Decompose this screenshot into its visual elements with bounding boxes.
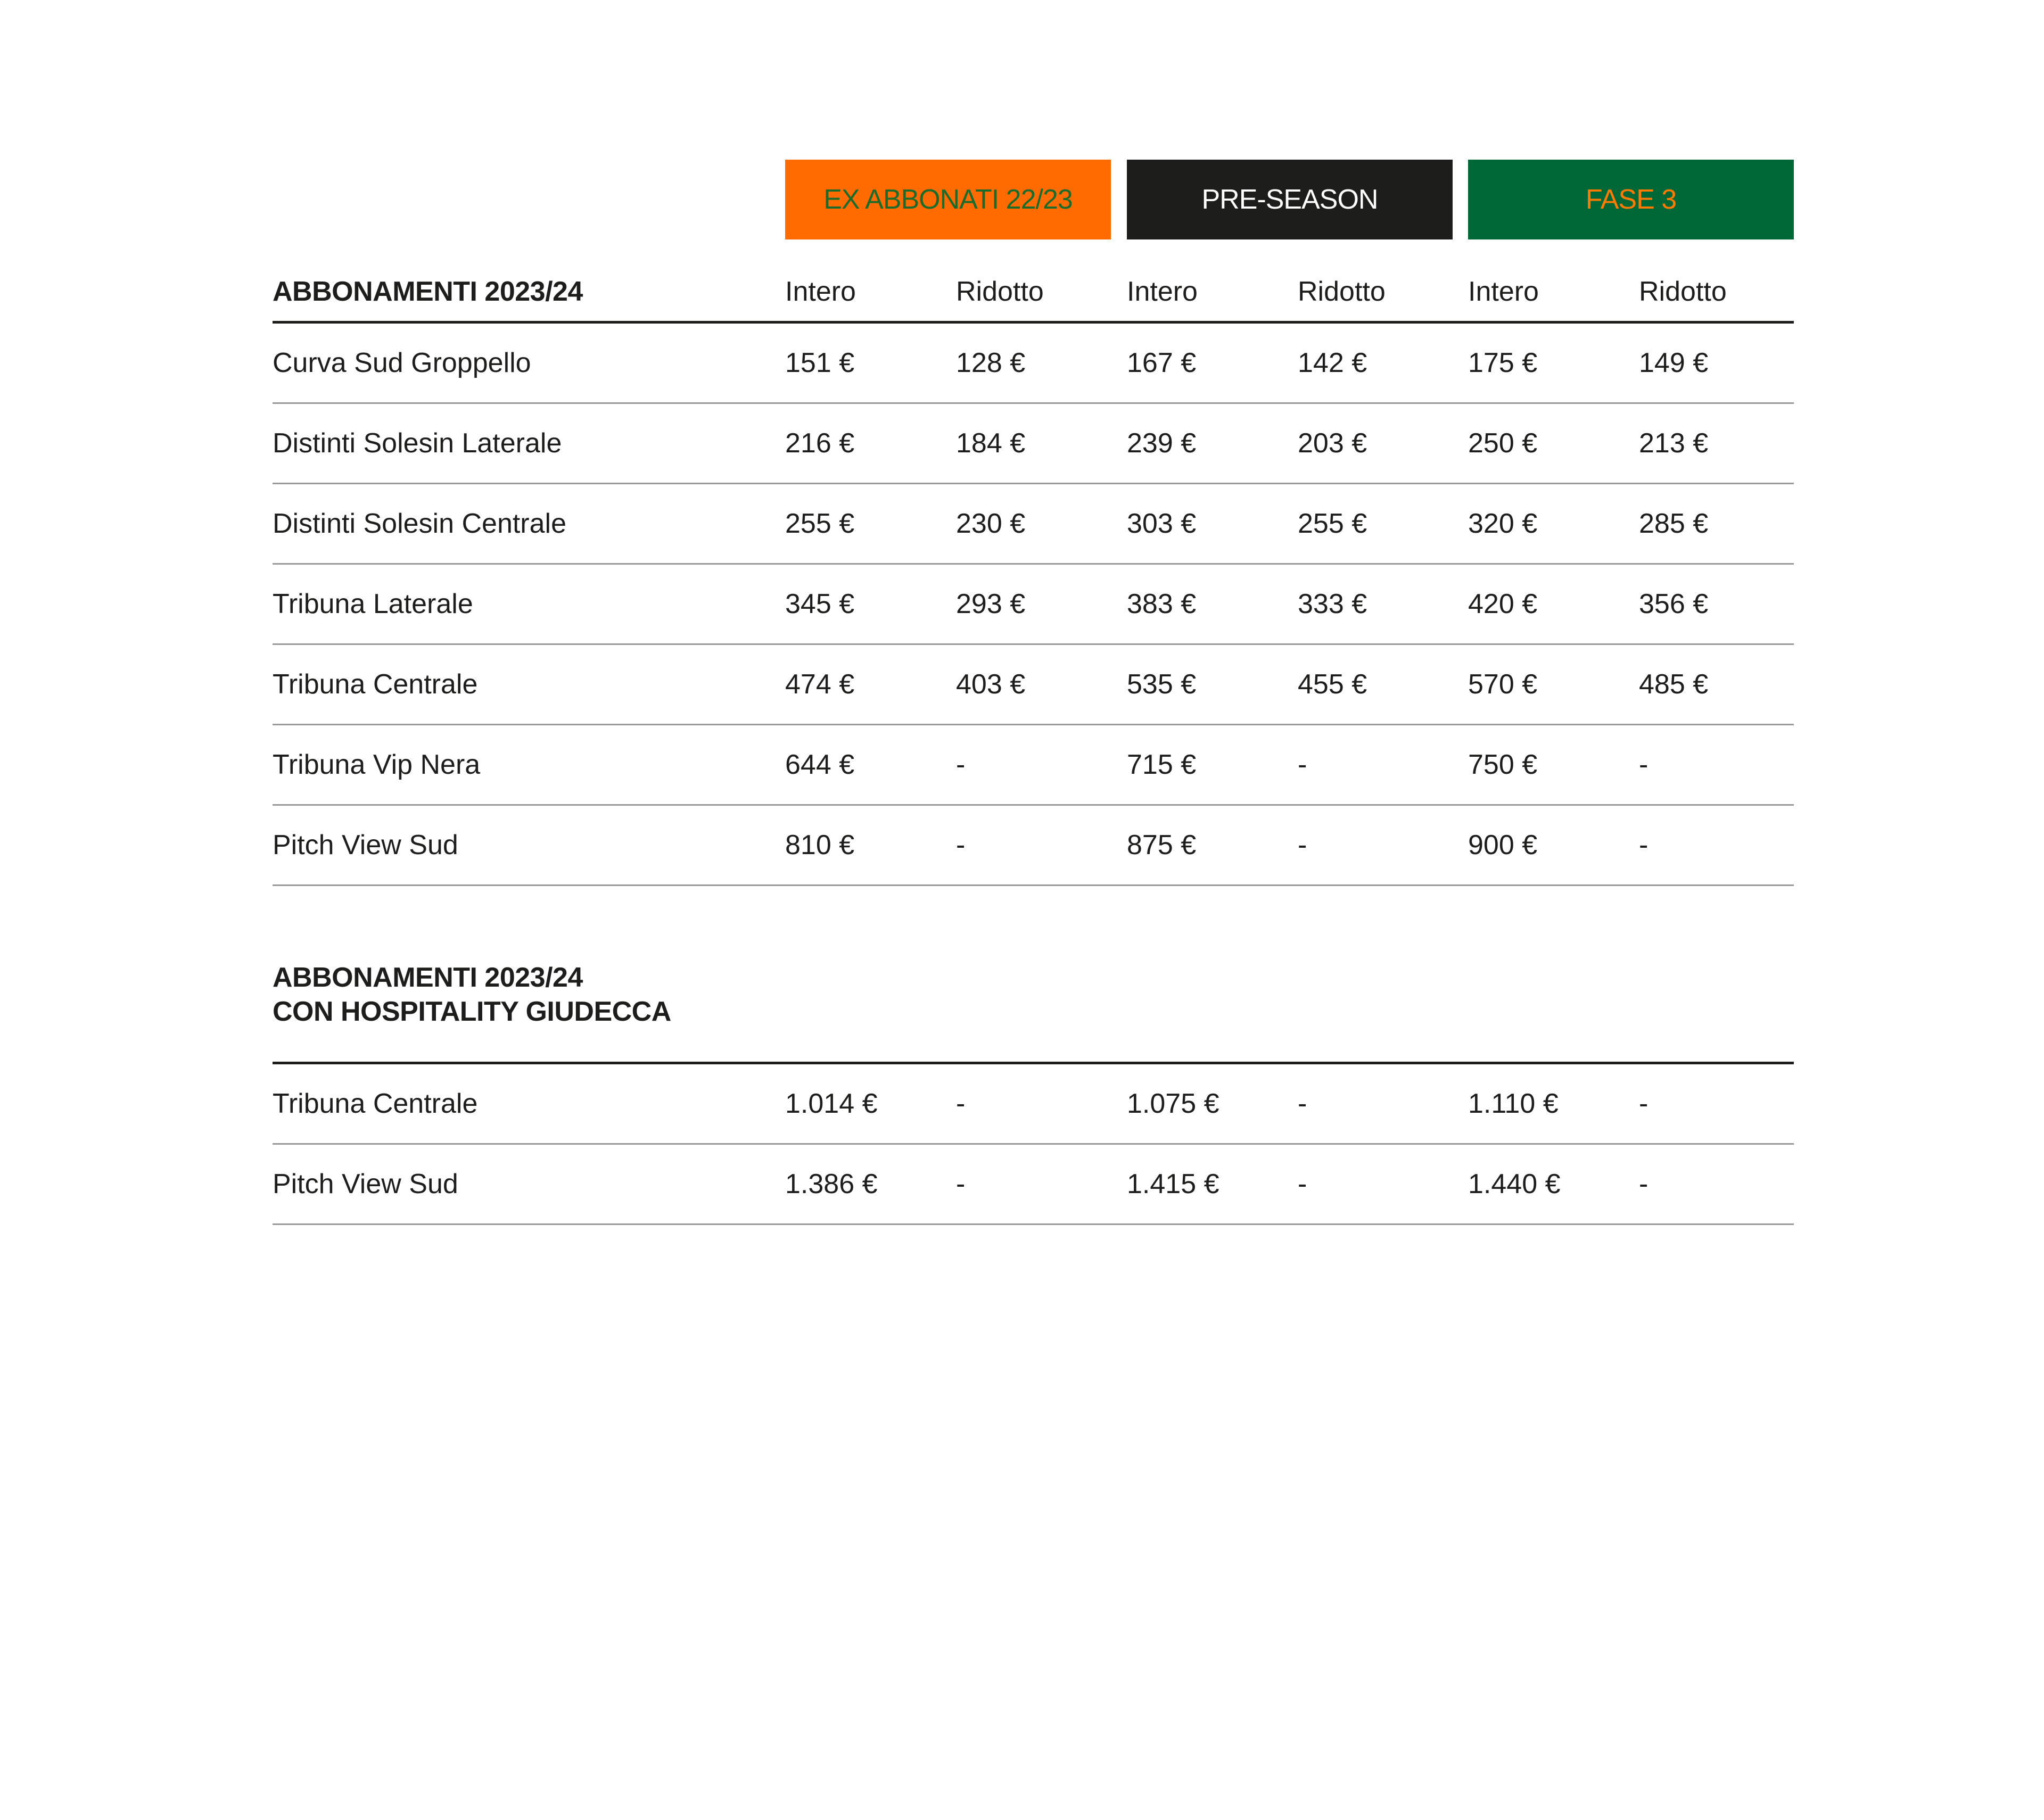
- price-cell: 285 €: [1639, 508, 1709, 539]
- price-cell: -: [956, 830, 966, 861]
- col-header-ridotto: Ridotto: [1639, 276, 1727, 307]
- table2-title-line1: ABBONAMENTI 2023/24: [273, 962, 583, 993]
- price-cell: 455 €: [1298, 669, 1367, 700]
- sector-name: Pitch View Sud: [273, 1169, 458, 1199]
- table-row: [273, 1064, 1794, 1145]
- price-cell: -: [1639, 1088, 1649, 1119]
- price-cell: 333 €: [1298, 589, 1367, 619]
- price-cell: 175 €: [1468, 348, 1538, 378]
- price-cell: 250 €: [1468, 428, 1538, 459]
- price-cell: 239 €: [1127, 428, 1197, 459]
- price-cell: 420 €: [1468, 589, 1538, 619]
- price-cell: -: [956, 1169, 966, 1199]
- sector-name: Tribuna Centrale: [273, 669, 478, 700]
- price-cell: -: [1298, 1088, 1307, 1119]
- price-cell: 345 €: [785, 589, 855, 619]
- price-cell: 149 €: [1639, 348, 1709, 378]
- price-cell: 1.075 €: [1127, 1088, 1219, 1119]
- phase-pre-season: [1127, 160, 1453, 239]
- sector-name: Tribuna Laterale: [273, 589, 473, 619]
- pricing-sheet: [273, 160, 1794, 1225]
- table-row: [273, 324, 1794, 404]
- price-cell: 474 €: [785, 669, 855, 700]
- sector-name: Tribuna Vip Nera: [273, 749, 481, 780]
- price-cell: 1.440 €: [1468, 1169, 1561, 1199]
- price-cell: 255 €: [1298, 508, 1367, 539]
- price-cell: 203 €: [1298, 428, 1367, 459]
- table-row: [273, 725, 1794, 806]
- phase-label: FASE 3: [1585, 184, 1677, 215]
- price-cell: 167 €: [1127, 348, 1197, 378]
- table-row: [273, 1145, 1794, 1225]
- table1-title: ABBONAMENTI 2023/24: [273, 276, 583, 307]
- table-row: [273, 565, 1794, 645]
- price-cell: 570 €: [1468, 669, 1538, 700]
- price-cell: 644 €: [785, 749, 855, 780]
- sector-name: Distinti Solesin Centrale: [273, 508, 567, 539]
- col-header-intero: Intero: [1127, 276, 1198, 307]
- price-cell: 356 €: [1639, 589, 1709, 619]
- phase-ex-abbonati: [785, 160, 1111, 239]
- price-cell: 403 €: [956, 669, 1026, 700]
- table2-title-line2: CON HOSPITALITY GIUDECCA: [273, 996, 671, 1027]
- price-cell: 1.014 €: [785, 1088, 878, 1119]
- table-row: [273, 484, 1794, 565]
- col-header-ridotto: Ridotto: [1298, 276, 1386, 307]
- price-cell: -: [956, 1088, 966, 1119]
- price-cell: 810 €: [785, 830, 855, 861]
- price-cell: -: [1298, 749, 1307, 780]
- price-cell: -: [956, 749, 966, 780]
- price-cell: 900 €: [1468, 830, 1538, 861]
- hospitality-section: [273, 961, 1794, 1225]
- price-cell: 1.386 €: [785, 1169, 878, 1199]
- sector-name: Pitch View Sud: [273, 830, 458, 861]
- table1-header: [273, 239, 1794, 324]
- price-cell: -: [1639, 749, 1649, 780]
- sector-name: Distinti Solesin Laterale: [273, 428, 562, 459]
- phase-fase-3: [1468, 160, 1794, 239]
- price-cell: 1.415 €: [1127, 1169, 1219, 1199]
- col-header-ridotto: Ridotto: [956, 276, 1044, 307]
- price-cell: 184 €: [956, 428, 1026, 459]
- phase-label: EX ABBONATI 22/23: [823, 184, 1073, 215]
- table-row: [273, 404, 1794, 484]
- price-cell: 151 €: [785, 348, 855, 378]
- price-cell: 230 €: [956, 508, 1026, 539]
- price-cell: 750 €: [1468, 749, 1538, 780]
- price-cell: 715 €: [1127, 749, 1197, 780]
- col-header-intero: Intero: [1468, 276, 1539, 307]
- phase-label: PRE-SEASON: [1201, 184, 1378, 215]
- table2-title: [273, 961, 671, 1029]
- price-cell: 255 €: [785, 508, 855, 539]
- price-cell: -: [1298, 830, 1307, 861]
- price-cell: -: [1639, 830, 1649, 861]
- price-cell: -: [1639, 1169, 1649, 1199]
- price-cell: 293 €: [956, 589, 1026, 619]
- table-row: [273, 645, 1794, 725]
- col-header-intero: Intero: [785, 276, 856, 307]
- price-cell: 128 €: [956, 348, 1026, 378]
- price-cell: 383 €: [1127, 589, 1197, 619]
- price-cell: 213 €: [1639, 428, 1709, 459]
- price-cell: 1.110 €: [1468, 1088, 1559, 1119]
- price-cell: 320 €: [1468, 508, 1538, 539]
- table-row: [273, 806, 1794, 886]
- price-cell: 142 €: [1298, 348, 1367, 378]
- price-cell: 216 €: [785, 428, 855, 459]
- price-cell: 875 €: [1127, 830, 1197, 861]
- sector-name: Tribuna Centrale: [273, 1088, 478, 1119]
- price-cell: 485 €: [1639, 669, 1709, 700]
- table2-header: [273, 961, 1794, 1064]
- price-cell: 535 €: [1127, 669, 1197, 700]
- price-cell: -: [1298, 1169, 1307, 1199]
- sector-name: Curva Sud Groppello: [273, 348, 531, 378]
- price-cell: 303 €: [1127, 508, 1197, 539]
- phase-header-row: [273, 160, 1794, 239]
